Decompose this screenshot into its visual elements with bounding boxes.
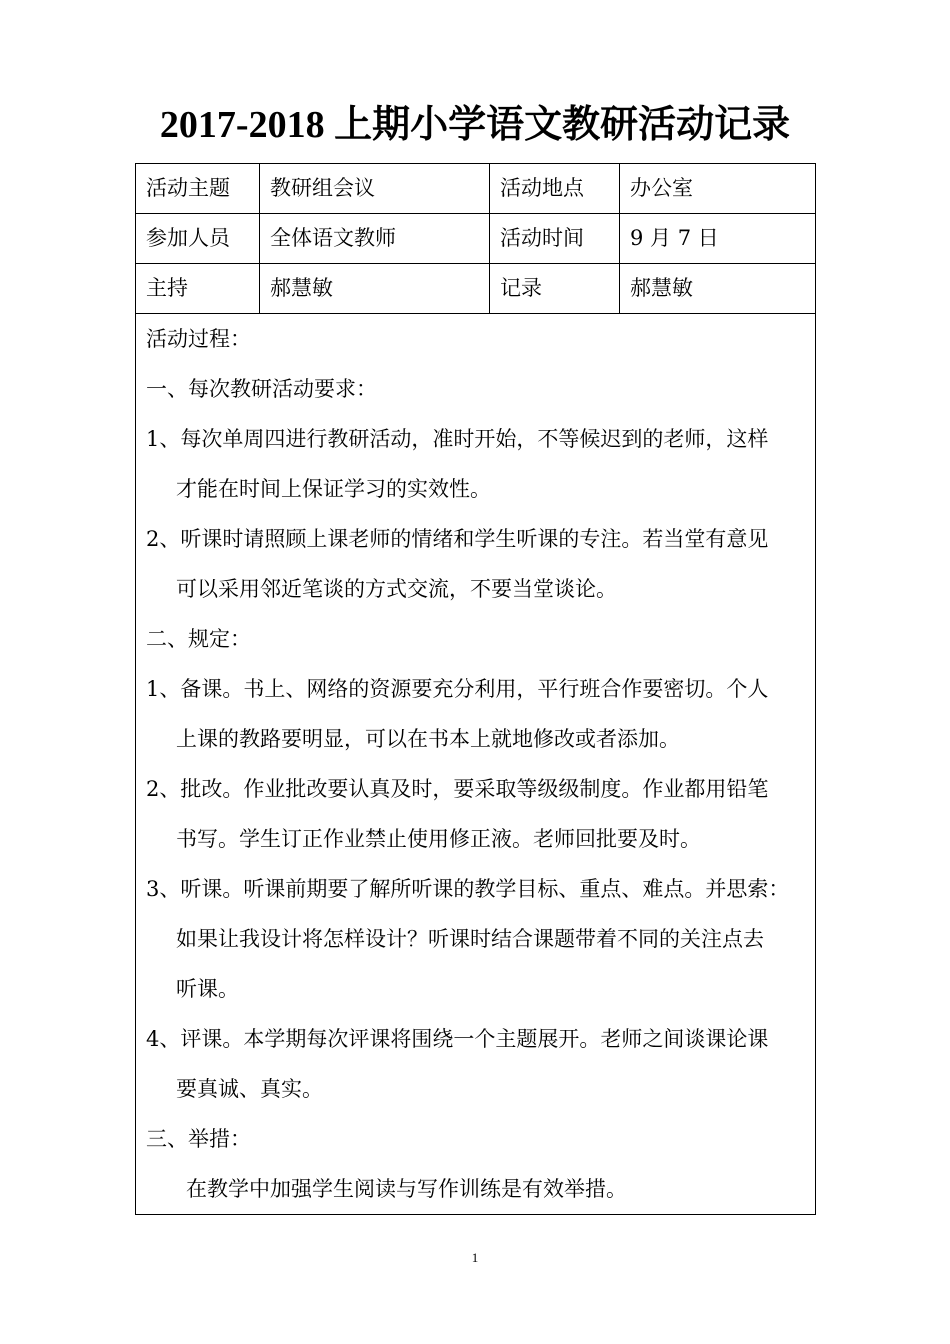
value-host: 郝慧敏 [260, 264, 490, 313]
label-time: 活动时间 [490, 214, 620, 263]
rule-item-continued: 听课。 [176, 977, 239, 1001]
label-participants: 参加人员 [136, 214, 260, 263]
rule-item-continued: 上课的教路要明显，可以在书本上就地修改或者添加。 [176, 727, 680, 751]
value-time: 9 月 7 日 [630, 226, 719, 250]
rule-item-continued: 如果让我设计将怎样设计？听课时结合课题带着不同的关注点去 [176, 927, 764, 951]
section-heading: 二、规定： [146, 627, 251, 651]
label-host: 主持 [136, 264, 260, 313]
table-row [136, 264, 815, 314]
rule-item-continued: 书写。学生订正作业禁止使用修正液。老师回批要及时。 [176, 827, 701, 851]
value-location: 办公室 [630, 176, 693, 200]
requirement-item: 1、每次单周四进行教研活动，准时开始，不等候迟到的老师，这样 [146, 427, 769, 451]
section-heading: 一、每次教研活动要求： [146, 377, 377, 401]
rule-item-continued: 要真诚、真实。 [176, 1077, 323, 1101]
rule-item: 1、备课。书上、网络的资源要充分利用，平行班合作要密切。个人 [146, 677, 769, 701]
table-row [136, 164, 815, 214]
value-participants: 全体语文教师 [260, 214, 490, 263]
page-title: 2017-2018 上期小学语文教研活动记录 [159, 104, 791, 146]
rule-item: 4、评课。本学期每次评课将围绕一个主题展开。老师之间谈课论课 [146, 1027, 769, 1051]
rule-item: 3、听课。听课前期要了解所听课的教学目标、重点、难点。并思索： [146, 877, 790, 901]
label-topic: 活动主题 [136, 164, 260, 213]
requirement-item: 2、听课时请照顾上课老师的情绪和学生听课的专注。若当堂有意见 [146, 527, 769, 551]
label-recorder: 记录 [490, 264, 620, 313]
requirement-item-continued: 才能在时间上保证学习的实效性。 [176, 477, 491, 501]
table-row [136, 214, 815, 264]
label-location: 活动地点 [490, 164, 620, 213]
activity-record-form [135, 163, 816, 1215]
section-heading: 三、举措： [146, 1127, 251, 1151]
measure-text: 在教学中加强学生阅读与写作训练是有效举措。 [186, 1177, 627, 1201]
page-number: 1 [471, 1250, 479, 1265]
rule-item: 2、批改。作业批改要认真及时，要采取等级级制度。作业都用铅笔 [146, 777, 769, 801]
process-heading: 活动过程： [146, 327, 251, 351]
activity-process [136, 314, 815, 1214]
value-topic: 教研组会议 [260, 164, 490, 213]
value-recorder: 郝慧敏 [630, 276, 693, 300]
requirement-item-continued: 可以采用邻近笔谈的方式交流，不要当堂谈论。 [176, 577, 617, 601]
